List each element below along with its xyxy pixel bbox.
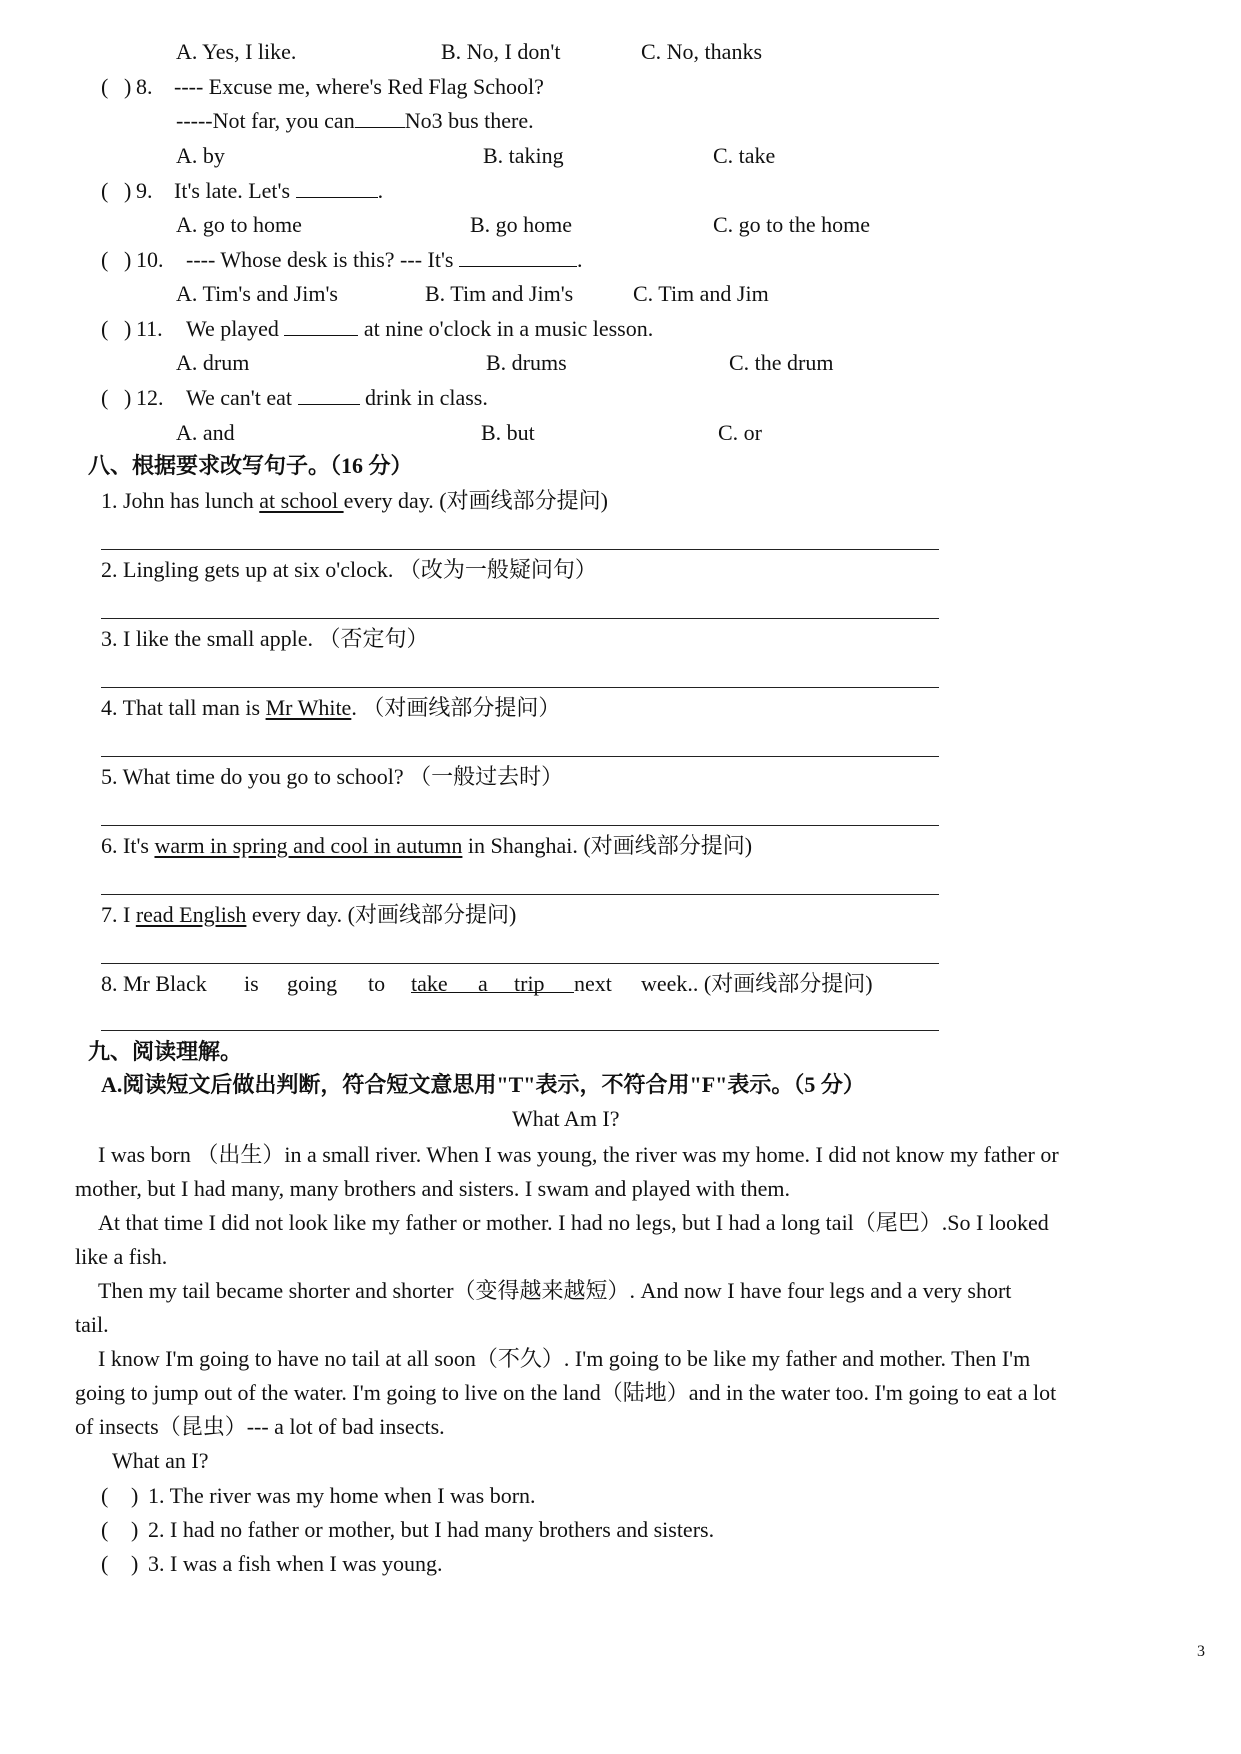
s8-item-5 <box>101 763 563 791</box>
passage-title: What Am I? <box>512 1106 620 1131</box>
s8-item-6-post: in Shanghai. (对画线部分提问) <box>462 833 753 858</box>
judge-item-2: 2. I had no father or mother, but I had many brothers and sisters. <box>148 1517 715 1542</box>
q9-close-paren: ) <box>124 178 132 203</box>
passage-line-7: I know I'm going to have no tail at all soon（不久）. I'm going to be like my father and mother. Then I'm <box>98 1346 1031 1371</box>
s8-item-1-pre: 1. John has lunch <box>101 488 260 513</box>
q9-option-c: C. go to the home <box>713 212 871 237</box>
s8-item-7-post: every day. (对画线部分提问) <box>246 902 517 927</box>
q12-stem-b: drink in class. <box>365 385 488 410</box>
q9-open-paren: ( <box>101 178 109 203</box>
q12-option-b: B. but <box>481 420 535 445</box>
s8-item-5-pre: 5. What time do you go to school? （一般过去时） <box>101 764 564 789</box>
q10-stem-b: . <box>577 247 583 272</box>
judge-item-3: 3. I was a fish when I was young. <box>148 1551 443 1576</box>
s8-answer-line-7 <box>101 963 939 964</box>
q8-line2-a: -----Not far, you can <box>176 108 355 133</box>
q12-blank <box>298 386 360 405</box>
q9-stem <box>174 177 383 205</box>
q11-option-b: B. drums <box>486 350 567 375</box>
judge-3-close-paren: ) <box>131 1551 139 1576</box>
judge-2-close-paren: ) <box>131 1517 139 1542</box>
passage-line-8: going to jump out of the water. I'm going to live on the land（陆地）and in the water too. I'm going to eat a lot <box>75 1380 1057 1405</box>
q8-number: 8. <box>136 74 153 99</box>
q8-blank <box>355 109 405 128</box>
q9-number: 9. <box>136 178 153 203</box>
s8-answer-line-1 <box>101 549 939 550</box>
q9-option-b: B. go home <box>470 212 573 237</box>
s8-item-2 <box>101 556 597 584</box>
q12-stem-a: We can't eat <box>186 385 293 410</box>
s8-item-8-p1: next <box>574 971 612 996</box>
section9-part-a-title: A.阅读短文后做出判断，符合短文意思用"T"表示，不符合用"F"表示。（5 分） <box>101 1072 865 1097</box>
s8-item-3-pre: 3. I like the small apple. （否定句） <box>101 626 429 651</box>
q8-stem: ---- Excuse me, where's Red Flag School? <box>174 74 544 99</box>
q12-option-a: A. and <box>176 420 235 445</box>
q8-option-a: A. by <box>176 143 225 168</box>
s8-item-6 <box>101 832 752 860</box>
judge-1-close-paren: ) <box>131 1483 139 1508</box>
q9-stem-a: It's late. Let's <box>174 178 291 203</box>
q8-line2-b: No3 bus there. <box>404 108 534 133</box>
q10-stem <box>186 246 583 274</box>
passage-line-9: of insects（昆虫）--- a lot of bad insects. <box>75 1414 445 1439</box>
q11-close-paren: ) <box>124 316 132 341</box>
passage-line-4: like a fish. <box>75 1244 168 1269</box>
s8-item-8-p2: week.. (对画线部分提问) <box>641 971 873 996</box>
s8-item-6-pre: 6. It's <box>101 833 155 858</box>
q8-option-c: C. take <box>713 143 776 168</box>
passage-line-1: I was born （出生）in a small river. When I was young, the river was my home. I did not know my father or <box>98 1142 1059 1167</box>
s8-item-8-w3: going <box>287 971 338 996</box>
s8-item-7-pre: 7. I <box>101 902 136 927</box>
q11-stem <box>186 315 653 343</box>
q10-option-a: A. Tim's and Jim's <box>176 281 338 306</box>
q11-blank <box>284 317 358 336</box>
q11-stem-b: at nine o'clock in a music lesson. <box>363 316 654 341</box>
q8-open-paren: ( <box>101 74 109 99</box>
s8-item-3 <box>101 625 429 653</box>
section8-title: 八、根据要求改写句子。（16 分） <box>88 453 413 478</box>
q12-option-c: C. or <box>718 420 762 445</box>
q12-stem <box>186 384 488 412</box>
s8-item-8-u2: a <box>478 971 488 996</box>
q11-open-paren: ( <box>101 316 109 341</box>
s8-answer-line-6 <box>101 894 939 895</box>
q10-blank <box>459 248 577 267</box>
passage-line-6: tail. <box>75 1312 109 1337</box>
judge-2-open-paren: ( <box>101 1517 109 1542</box>
s8-item-4-post: . （对画线部分提问） <box>351 695 561 720</box>
s8-item-8-w2: is <box>244 971 259 996</box>
q9-option-a: A. go to home <box>176 212 302 237</box>
s8-item-1-post: every day. (对画线部分提问) <box>343 488 608 513</box>
q8-option-b: B. taking <box>483 143 564 168</box>
q10-number: 10. <box>136 247 164 272</box>
q12-close-paren: ) <box>124 385 132 410</box>
q7-option-a: A. Yes, I like. <box>176 39 297 64</box>
s8-answer-line-3 <box>101 687 939 688</box>
s8-item-8-u1: take <box>411 971 448 996</box>
q11-number: 11. <box>136 316 163 341</box>
s8-answer-line-8 <box>101 1030 939 1031</box>
q9-blank <box>296 179 378 198</box>
q9-stem-b: . <box>377 178 384 203</box>
passage-line-5: Then my tail became shorter and shorter（变得越来越短）. And now I have four legs and a very short <box>98 1278 1012 1303</box>
s8-item-4 <box>101 694 560 722</box>
page-number: 3 <box>1197 1643 1205 1660</box>
q8-close-paren: ) <box>124 74 132 99</box>
q10-option-b: B. Tim and Jim's <box>425 281 574 306</box>
judge-1-open-paren: ( <box>101 1483 109 1508</box>
s8-item-4-underlined: Mr White <box>265 695 352 720</box>
s8-item-1-underlined: at school <box>259 488 344 513</box>
q10-option-c: C. Tim and Jim <box>633 281 769 306</box>
section9-title: 九、阅读理解。 <box>88 1039 243 1064</box>
judge-item-1: 1. The river was my home when I was born. <box>148 1483 536 1508</box>
s8-item-7 <box>101 901 516 929</box>
q12-number: 12. <box>136 385 164 410</box>
q11-option-a: A. drum <box>176 350 250 375</box>
s8-item-8-u3: trip <box>514 971 545 996</box>
s8-item-4-pre: 4. That tall man is <box>101 695 266 720</box>
q10-stem-a: ---- Whose desk is this? --- It's <box>186 247 454 272</box>
s8-item-8-w1: 8. Mr Black <box>101 971 207 996</box>
q11-option-c: C. the drum <box>729 350 834 375</box>
s8-item-2-pre: 2. Lingling gets up at six o'clock. （改为一般疑问句） <box>101 557 597 582</box>
q12-open-paren: ( <box>101 385 109 410</box>
judge-3-open-paren: ( <box>101 1551 109 1576</box>
q7-option-c: C. No, thanks <box>641 39 762 64</box>
passage-line-2: mother, but I had many, many brothers and sisters. I swam and played with them. <box>75 1176 790 1201</box>
s8-item-8-w4: to <box>368 971 386 996</box>
q8-line2 <box>176 107 534 135</box>
s8-item-7-underlined: read English <box>135 902 247 927</box>
q10-open-paren: ( <box>101 247 109 272</box>
passage-line-3: At that time I did not look like my father or mother. I had no legs, but I had a long tail（尾巴）.So I looked <box>98 1210 1049 1235</box>
q10-close-paren: ) <box>124 247 132 272</box>
passage-question: What an I? <box>112 1448 209 1473</box>
s8-answer-line-2 <box>101 618 939 619</box>
q7-option-b: B. No, I don't <box>441 39 561 64</box>
s8-answer-line-5 <box>101 825 939 826</box>
s8-item-1 <box>101 487 608 515</box>
s8-item-6-underlined: warm in spring and cool in autumn <box>154 833 463 858</box>
q11-stem-a: We played <box>186 316 279 341</box>
s8-answer-line-4 <box>101 756 939 757</box>
